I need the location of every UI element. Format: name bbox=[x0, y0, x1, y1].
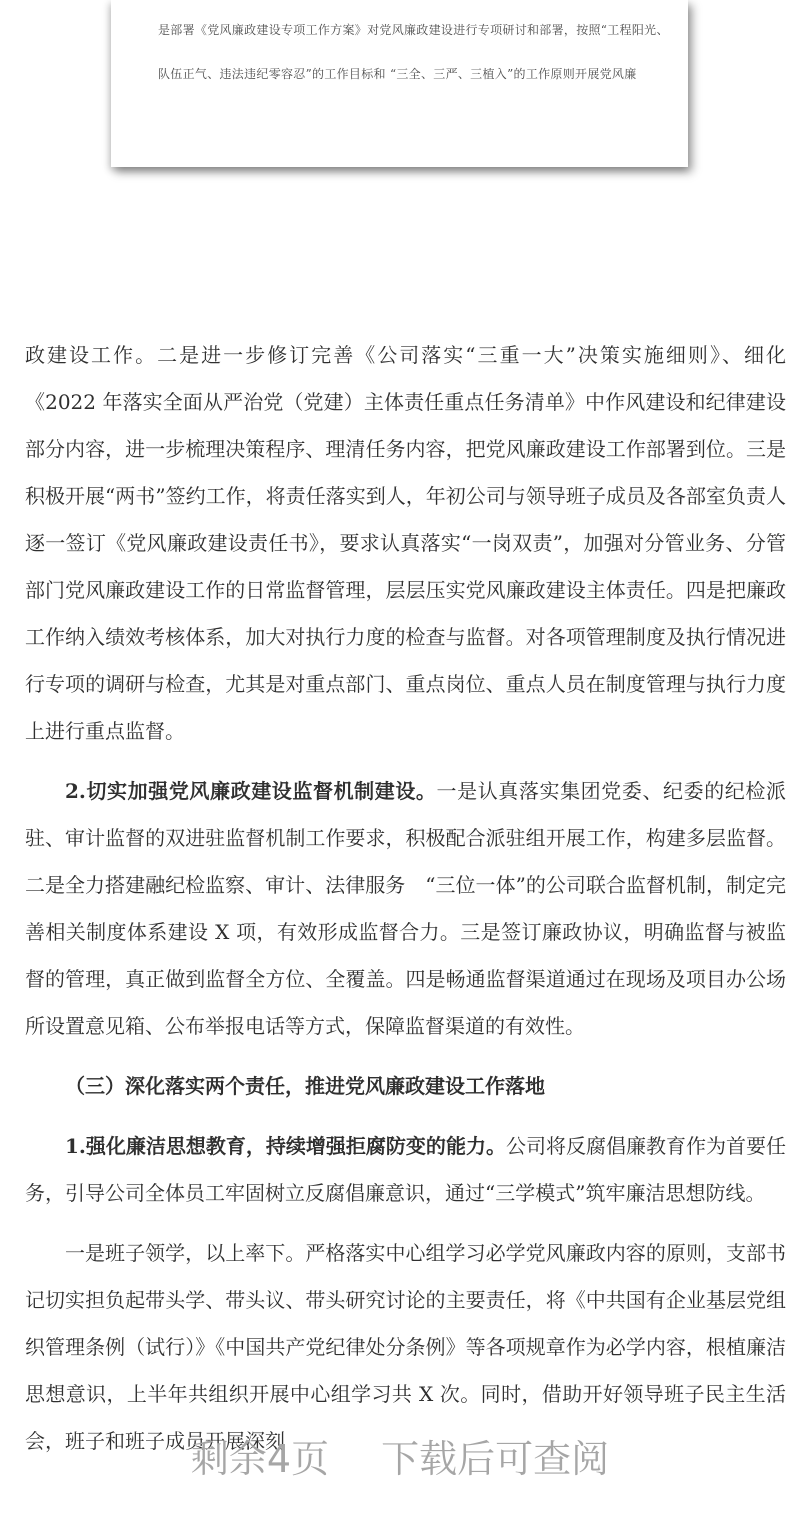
paragraph-text: 一是班子领学，以上率下。严格落实中心组学习必学党风廉政内容的原则，支部书记切实担负起带头学、带头议、带头研究讨论的主要责任，将《中共国有企业基层党组织管理条例（试行）》《中国共产党纪律处分条例》等各项规章作为必学内容，根植廉洁思想意识，上半年共组织开展中心组学习共 X 次。同时，借助开好领导班子民主生活会，班子和班子成员开展深刻 bbox=[25, 1241, 786, 1453]
preview-text-line: 是部署《党风廉政建设专项工作方案》对党风廉政建设进行专项研讨和部署，按照“工程阳光、 bbox=[158, 23, 669, 37]
paragraph-text: 政建设工作。二是进一步修订完善《公司落实“三重一大”决策实施细则》、细化《2022 年落实全面从严治党（党建）主体责任重点任务清单》中作风建设和纪律建设部分内容，进一步梳理决策程序、理清任务内容，把党风廉政建设工作部署到位。三是积极开展“两书”签约工作，将责任落实到人，年初公司与领导班子成员及各部室负责人逐一签订《党风廉政建设责任书》，要求认真落实“一岗双责”，加强对分管业务、分管部门党风廉政建设工作的日常监督管理，层层压实党风廉政建设主体责任。四是把廉政工作纳入绩效考核体系，加大对执行力度的检查与监督。对各项管理制度及执行情况进行专项的调研与检查，尤其是对重点部门、重点岗位、重点人员在制度管理与执行力度上进行重点监督。 bbox=[25, 343, 786, 743]
document-page-body bbox=[25, 332, 786, 1478]
paragraph bbox=[25, 1123, 786, 1217]
paragraph-lead: 2.切实加强党风廉政建设监督机制建设。 bbox=[65, 779, 437, 803]
page-preview-text bbox=[111, 0, 688, 96]
paragraph bbox=[25, 768, 786, 1050]
page-preview-card bbox=[111, 0, 688, 167]
paragraph-text: 一是认真落实集团党委、纪委的纪检派驻、审计监督的双进驻监督机制工作要求，积极配合派驻组开展工作，构建多层监督。二是全力搭建融纪检监察、审计、法律服务 “三位一体”的公司联合监督机制，制定完善相关制度体系建设 X 项，有效形成监督合力。三是签订廉政协议，明确监督与被监督的管理，真正做到监督全方位、全覆盖。四是畅通监督渠道通过在现场及项目办公场所设置意见箱、公布举报电话等方式，保障监督渠道的有效性。 bbox=[25, 779, 786, 1038]
paragraph-lead: 1.强化廉洁思想教育，持续增强拒腐防变的能力。 bbox=[65, 1134, 506, 1158]
remaining-pages-banner bbox=[0, 1428, 800, 1483]
paragraph bbox=[25, 332, 786, 755]
download-hint-text: 下载后可查阅 bbox=[381, 1437, 610, 1481]
section-heading: （三）深化落实两个责任，推进党风廉政建设工作落地 bbox=[65, 1074, 545, 1098]
remaining-pages-text: 剩余4页 bbox=[190, 1437, 330, 1481]
paragraph-text: 公司将反腐倡廉教育作为首要任务，引导公司全体员工牢固树立反腐倡廉意识，通过“三学模式”筑牢廉洁思想防线。 bbox=[25, 1134, 786, 1205]
preview-text-line: 队伍正气、违法违纪零容忍”的工作目标和 “三全、三严、三植入”的工作原则开展党风廉 bbox=[158, 67, 637, 81]
